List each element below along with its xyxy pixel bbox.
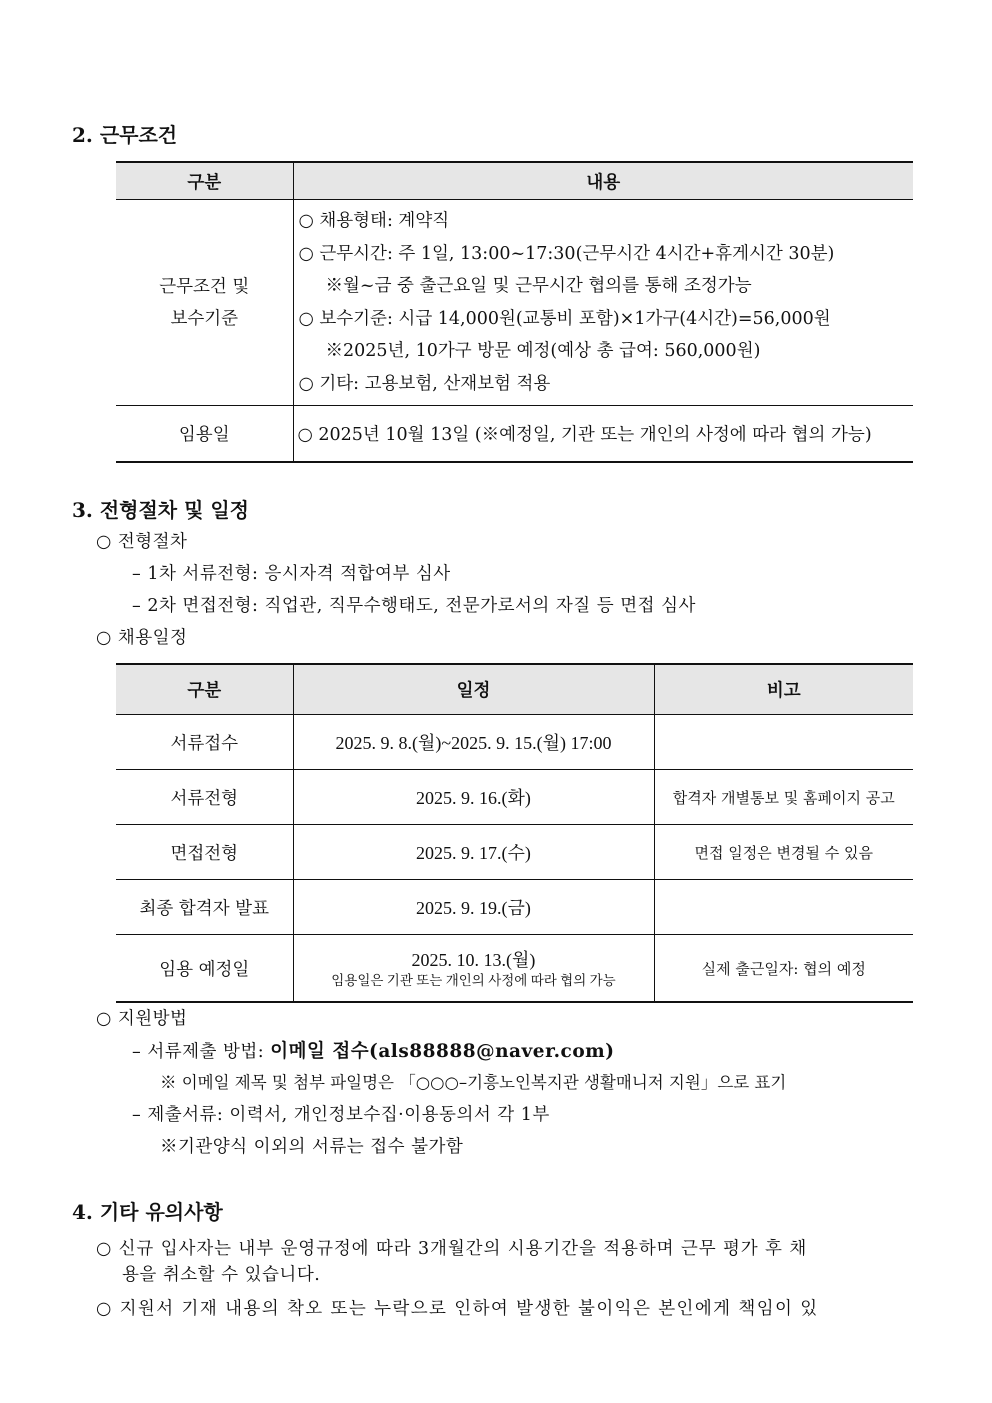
table-row	[116, 406, 913, 462]
procedure-item: – 1차 서류전형: 응시자격 적합여부 심사	[132, 564, 451, 584]
procedure-item: – 2차 면접전형: 직업관, 직무수행태도, 전문가로서의 자질 등 면접 심사	[132, 596, 696, 616]
apply-email: 이메일 접수(als88888@naver.com)	[270, 1041, 615, 1062]
apply-title: ○ 지원방법	[96, 1009, 188, 1029]
row-label: 면접전형	[116, 825, 293, 880]
row-note	[654, 880, 913, 935]
row-date: 2025. 9. 17.(수)	[293, 825, 654, 880]
schedule-table	[116, 663, 913, 1003]
content-line: ○ 기타: 고용보험, 산재보험 적용	[298, 373, 551, 394]
row-label-line: 보수기준	[170, 308, 239, 329]
row-content: ○ 2025년 10월 13일 (※예정일, 기관 또는 개인의 사정에 따라 협의 가능)	[293, 406, 913, 462]
row-note: 면접 일정은 변경될 수 있음	[654, 825, 913, 880]
header-content: 내용	[293, 162, 913, 200]
row-label: 서류전형	[116, 770, 293, 825]
row-date: 2025. 9. 8.(월)~2025. 9. 15.(월) 17:00	[293, 715, 654, 770]
row-date-main: 2025. 10. 13.(월)	[411, 949, 536, 970]
row-label: 임용일	[116, 406, 293, 462]
schedule-title: ○ 채용일정	[96, 628, 188, 648]
apply-method	[132, 1037, 615, 1063]
row-label: 최종 합격자 발표	[116, 880, 293, 935]
section-4-heading: 4. 기타 유의사항	[72, 1200, 223, 1224]
notice-item-cont: 용을 취소할 수 있습니다.	[122, 1265, 321, 1285]
apply-note: ※ 이메일 제목 및 첨부 파일명은 「○○○–기흥노인복지관 생활매니저 지원」으로 표기	[160, 1073, 787, 1092]
table-row	[116, 825, 913, 880]
section-3-heading: 3. 전형절차 및 일정	[72, 498, 250, 522]
apply-note: ※기관양식 이외의 서류는 접수 불가함	[160, 1137, 464, 1157]
apply-documents: – 제출서류: 이력서, 개인정보수집·이용동의서 각 1부	[132, 1105, 550, 1125]
notice-item: ○ 지원서 기재 내용의 착오 또는 누락으로 인하여 발생한 불이익은 본인에게 책임이 있	[96, 1299, 819, 1319]
header-category: 구분	[116, 162, 293, 200]
table-row	[116, 880, 913, 935]
row-date	[293, 935, 654, 1003]
table-row	[116, 715, 913, 770]
header-category: 구분	[116, 664, 293, 715]
content-line: ○ 근무시간: 주 1일, 13:00~17:30(근무시간 4시간+휴게시간 30분)	[298, 243, 835, 264]
content-line: ※2025년, 10가구 방문 예정(예상 총 급여: 560,000원)	[325, 341, 761, 361]
apply-method-label: – 서류제출 방법:	[132, 1042, 271, 1062]
table-row	[116, 770, 913, 825]
header-remarks: 비고	[654, 664, 913, 715]
table-row	[116, 200, 913, 406]
content-line: ○ 채용형태: 계약직	[298, 211, 450, 231]
table-row	[116, 935, 913, 1003]
work-conditions-table	[116, 161, 913, 463]
section-2-heading: 2. 근무조건	[72, 123, 178, 147]
row-label: 서류접수	[116, 715, 293, 770]
row-content	[293, 200, 913, 406]
row-date-sub: 임용일은 기관 또는 개인의 사정에 따라 협의 가능	[331, 972, 616, 988]
notice-item: ○ 신규 입사자는 내부 운영규정에 따라 3개월간의 시용기간을 적용하며 근무 평가 후 채	[96, 1239, 808, 1259]
table-header-row	[116, 162, 913, 200]
row-label: 임용 예정일	[116, 935, 293, 1003]
row-label	[116, 200, 293, 406]
table-header-row	[116, 664, 913, 715]
row-note	[654, 715, 913, 770]
row-note: 합격자 개별통보 및 홈페이지 공고	[654, 770, 913, 825]
row-date: 2025. 9. 19.(금)	[293, 880, 654, 935]
content-line: ○ 보수기준: 시급 14,000원(교통비 포함)×1가구(4시간)=56,000원	[298, 308, 831, 329]
header-schedule: 일정	[293, 664, 654, 715]
procedure-title: ○ 전형절차	[96, 532, 188, 552]
content-line: ※월~금 중 출근요일 및 근무시간 협의를 통해 조정가능	[325, 276, 752, 296]
row-date: 2025. 9. 16.(화)	[293, 770, 654, 825]
row-label-line: 근무조건 및	[159, 276, 250, 297]
row-note: 실제 출근일자: 협의 예정	[654, 935, 913, 1003]
